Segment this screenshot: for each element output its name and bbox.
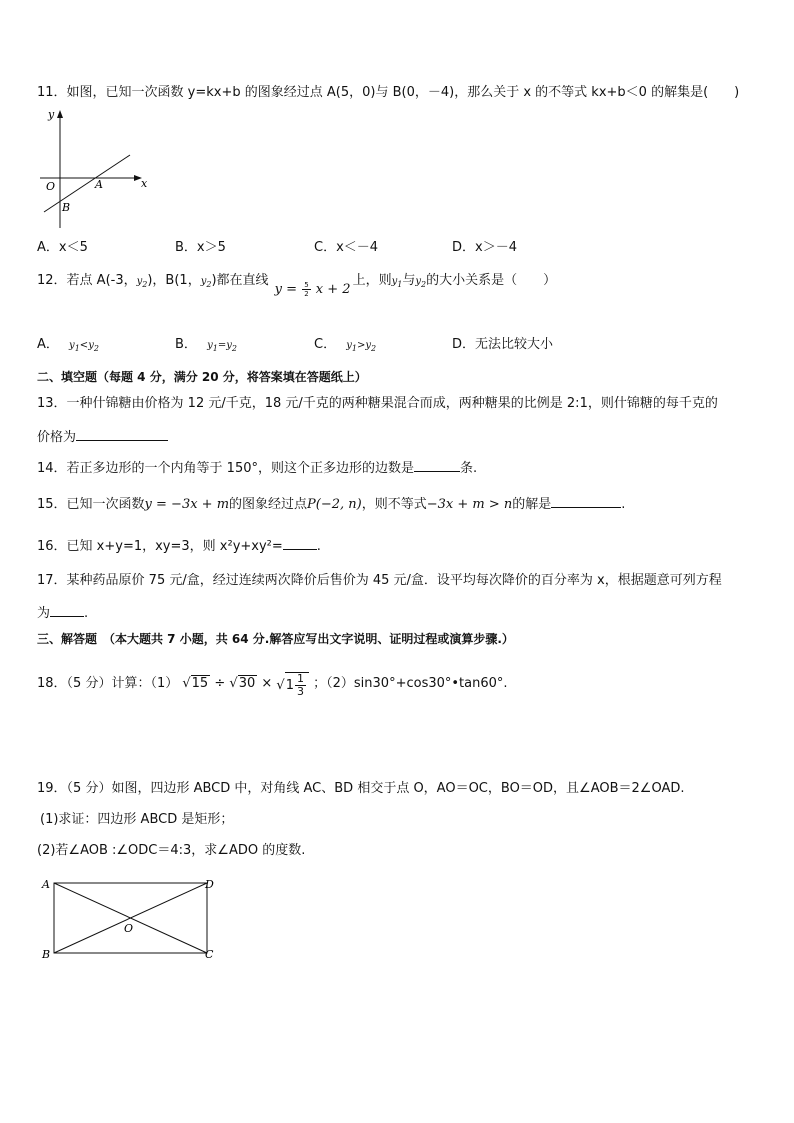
q17-line2: 为 . <box>37 603 88 623</box>
q12-y2-c: $y_2$ <box>415 276 427 289</box>
q18-text: 18．（5 分）计算：（1） √15 ÷ √30 × √1 $\frac{1}{3}$ ；（2）sin30°+cos30°•tan60°. <box>37 672 508 698</box>
q15-text: 15．已知一次函数y = −3x + m的图象经过点P(−2, n)，则不等式−3x + m > n的解是 . <box>37 494 625 514</box>
q18-sqrt-15: √15 <box>182 676 209 691</box>
q19-line3: (2)若∠AOB :∠ODC＝4:3，求∠ADO 的度数. <box>37 843 306 858</box>
q12-option-b: B． $y_1=y_2$ <box>175 337 237 353</box>
q11-option-a: A．x＜5 <box>37 240 88 255</box>
q12-y1: $y_1$ <box>391 276 403 289</box>
diagram-label-o: O <box>124 922 134 935</box>
q18-sqrt-mixed: √1 $\frac{1}{3}$ <box>276 672 309 698</box>
q12-option-d: D．无法比较大小 <box>452 337 554 352</box>
q12-y2-b: $y_2$ <box>200 276 212 289</box>
q19-line2: (1)求证：四边形 ABCD 是矩形； <box>40 812 234 827</box>
section-3-heading: 三、解答题 （本大题共 7 小题，共 64 分.解答应写出文字说明、证明过程或演算步骤.） <box>37 632 514 646</box>
diagram-label-c: C <box>205 948 214 961</box>
q14-answer-blank[interactable] <box>414 458 460 472</box>
q11-option-c: C．x＜－4 <box>314 240 379 255</box>
q11-text: 11．如图，已知一次函数 y=kx+b 的图象经过点 A(5，0)与 B(0，－4)，那么关于 x 的不等式 kx+b＜0 的解集是( ) <box>37 85 740 100</box>
q19-rectangle-diagram <box>38 874 223 964</box>
q11-graph <box>34 106 164 230</box>
q16-answer-blank[interactable] <box>283 536 317 550</box>
q13-line2: 价格为 <box>37 427 168 447</box>
section-2-heading: 二、填空题（每题 4 分，满分 20 分，将答案填在答题纸上） <box>37 370 367 384</box>
q13-answer-blank[interactable] <box>76 427 168 441</box>
graph-label-a: A <box>95 178 103 191</box>
diagram-label-d: D <box>205 878 214 891</box>
q17-answer-blank[interactable] <box>50 603 84 617</box>
q12-option-c: C． $y_1>y_2$ <box>314 337 377 353</box>
q16-text: 16．已知 x+y=1，xy=3，则 x²y+xy²= . <box>37 536 321 556</box>
diagram-label-b: B <box>42 948 51 961</box>
graph-label-o: O <box>46 180 56 193</box>
diagram-label-a: A <box>42 878 50 891</box>
q19-line1: 19．（5 分）如图，四边形 ABCD 中，对角线 AC、BD 相交于点 O，AO＝OC，BO＝OD，且∠AOB＝2∠OAD. <box>37 781 685 796</box>
q12-line-equation: y = $\frac{5}{2}$ x + 2 <box>274 281 351 298</box>
graph-label-b: B <box>62 201 71 214</box>
q13-line1: 13．一种什锦糖由价格为 12 元/千克，18 元/千克的两种糖果混合而成，两种糖果的比例是 2:1，则什锦糖的每千克的 <box>37 396 718 411</box>
q18-sqrt-30: √30 <box>229 676 256 691</box>
graph-label-x: x <box>141 177 148 190</box>
q11-option-b: B．x＞5 <box>175 240 226 255</box>
q11-option-d: D．x＞－4 <box>452 240 517 255</box>
q12-y2-a: $y_2$ <box>136 276 148 289</box>
q12-text: 12．若点 A(-3，$y_2$)，B(1，$y_2$)都在直线 y = $\frac{5}{2}$ x + 2上，则$y_1$与$y_2$的大小关系是（ ） <box>37 273 557 298</box>
graph-label-y: y <box>48 108 55 121</box>
q12-option-a: A． $y_1<y_2$ <box>37 337 99 353</box>
q17-line1: 17．某种药品原价 75 元/盒，经过连续两次降价后售价为 45 元/盒．设平均每次降价的百分率为 x，根据题意可列方程 <box>37 573 722 588</box>
q14-text: 14．若正多边形的一个内角等于 150°，则这个正多边形的边数是 条. <box>37 458 477 478</box>
q15-answer-blank[interactable] <box>551 494 621 508</box>
